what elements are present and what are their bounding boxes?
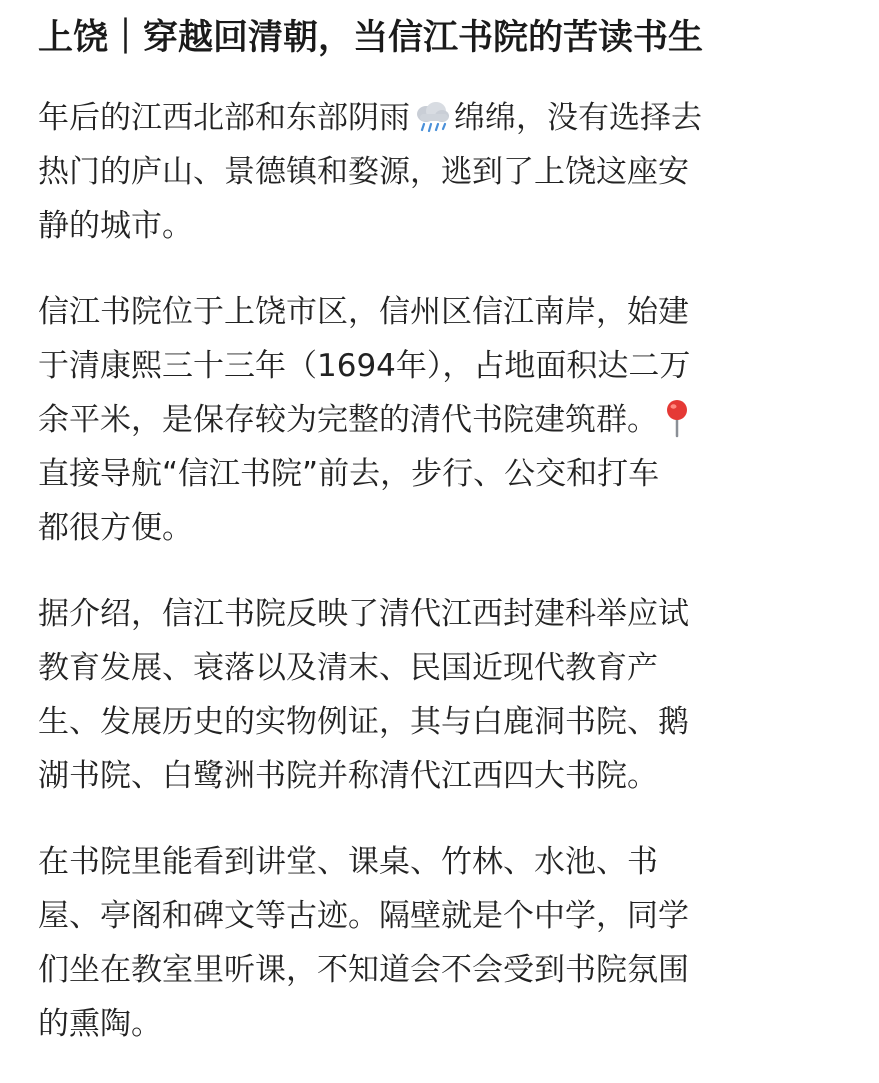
text-line: 屋、亭阁和碑文等古迹。隔壁就是个中学，同学 xyxy=(38,898,689,934)
article xyxy=(38,14,838,1083)
text-line: 据介绍，信江书院反映了清代江西封建科举应试 xyxy=(38,596,689,632)
text-line: 都很方便。 xyxy=(38,510,193,546)
text-segment: 年后的江西北部和东部阴雨 xyxy=(38,100,410,136)
location-pin-icon xyxy=(660,398,694,438)
text-line: 热门的庐山、景德镇和婺源，逃到了上饶这座安 xyxy=(38,154,689,190)
text-line: 静的城市。 xyxy=(38,208,193,244)
text-line: 生、发展历史的实物例证，其与白鹿洞书院、鹅 xyxy=(38,704,689,740)
text-line: 教育发展、衰落以及清末、民国近现代教育产 xyxy=(38,650,658,686)
paragraph-2 xyxy=(38,285,838,555)
paragraph-3 xyxy=(38,587,838,803)
paragraph-1 xyxy=(38,91,838,253)
text-segment: 绵绵，没有选择去 xyxy=(454,100,702,136)
text-line: 信江书院位于上饶市区，信州区信江南岸，始建 xyxy=(38,294,689,330)
text-line xyxy=(38,91,838,145)
text-segment: 余平米，是保存较为完整的清代书院建筑群。 xyxy=(38,402,658,438)
text-line: 于清康熙三十三年（1694年），占地面积达二万 xyxy=(38,348,691,384)
text-line xyxy=(38,393,838,447)
text-line: 湖书院、白鹭洲书院并称清代江西四大书院。 xyxy=(38,758,658,794)
text-line: 在书院里能看到讲堂、课桌、竹林、水池、书 xyxy=(38,844,658,880)
rain-cloud-icon xyxy=(412,100,452,134)
text-line: 的熏陶。 xyxy=(38,1006,162,1042)
text-line: 们坐在教室里听课，不知道会不会受到书院氛围 xyxy=(38,952,689,988)
article-title: 上饶｜穿越回清朝，当信江书院的苦读书生 xyxy=(38,18,704,58)
paragraph-4 xyxy=(38,835,838,1051)
text-line: 直接导航“信江书院”前去，步行、公交和打车 xyxy=(38,456,660,492)
